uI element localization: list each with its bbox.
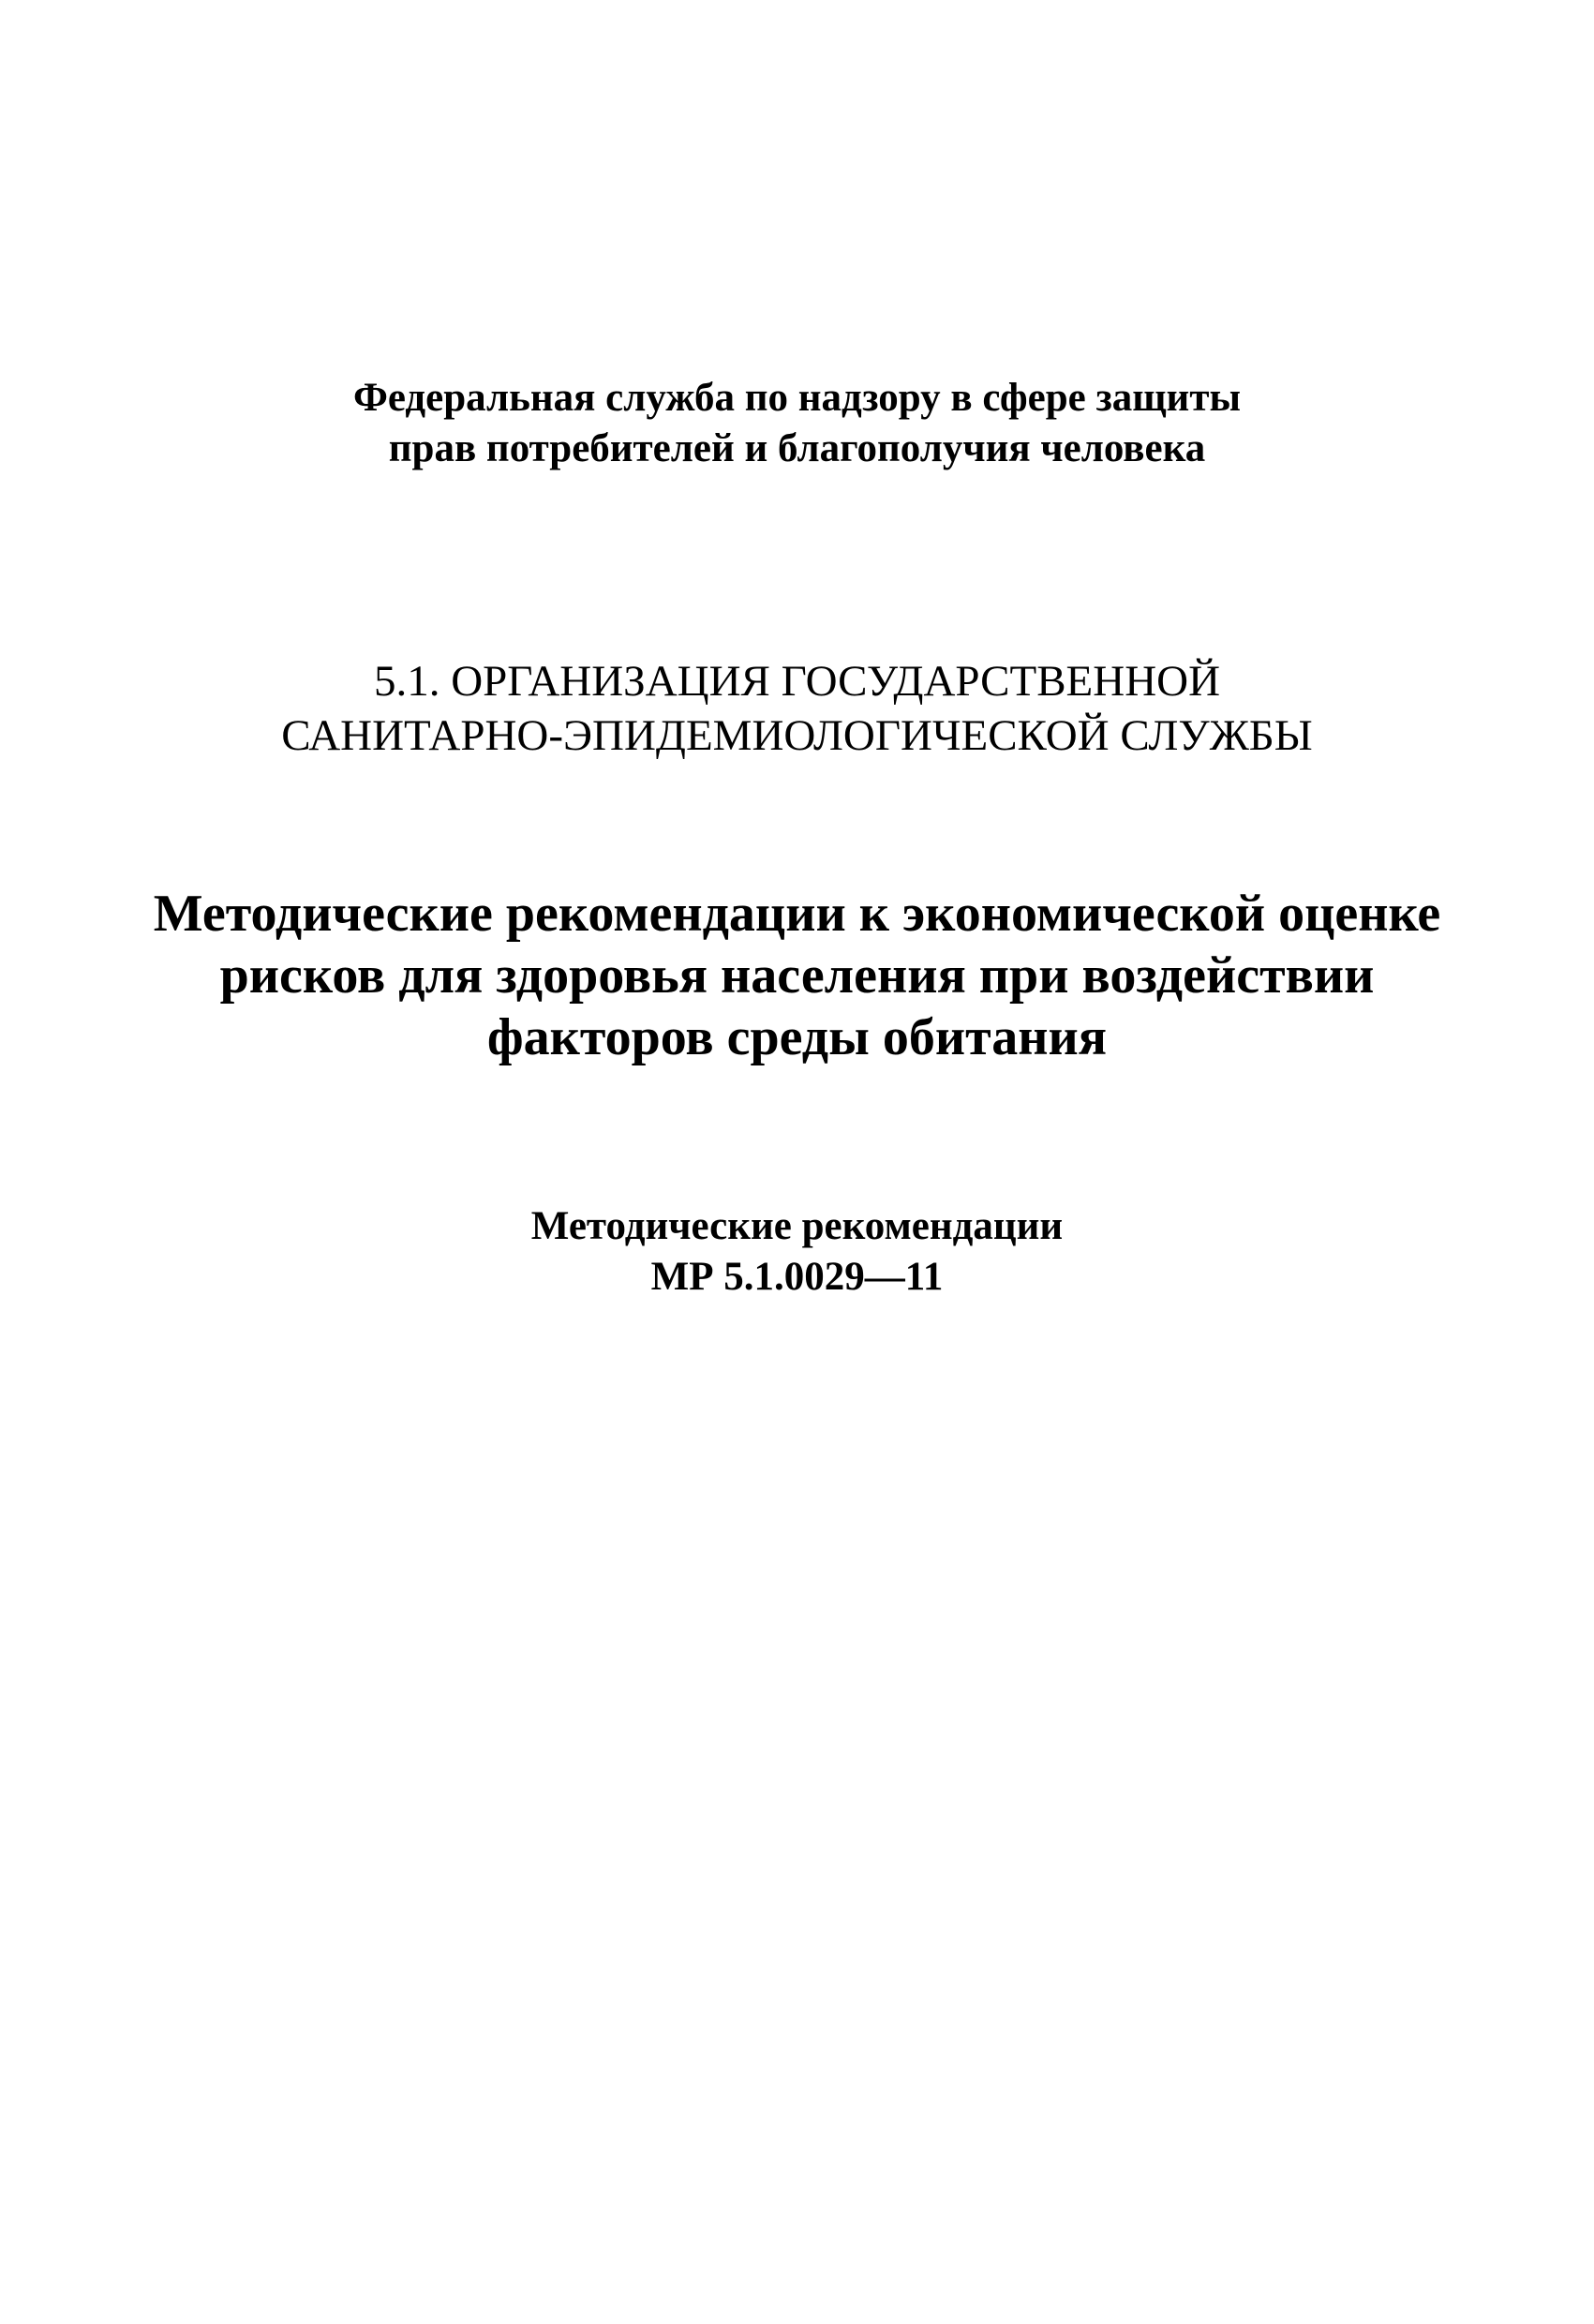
document-title-line-1: Методические рекомендации к экономической оценке [153, 885, 1441, 943]
section-heading [0, 654, 1594, 763]
agency-name-line-2: прав потребителей и благополучия человека [388, 426, 1206, 470]
document-designation [0, 1201, 1594, 1303]
document-title-line-2: рисков для здоровья населения при воздействии [219, 946, 1375, 1005]
document-title [0, 883, 1594, 1068]
document-title-line-3: факторов среды обитания [486, 1008, 1108, 1066]
document-code: МР 5.1.0029—11 [650, 1255, 944, 1299]
section-heading-line-1: 5.1. ОРГАНИЗАЦИЯ ГОСУДАРСТВЕННОЙ [373, 657, 1221, 706]
document-type: Методические рекомендации [530, 1204, 1064, 1248]
agency-name [0, 373, 1594, 474]
section-heading-line-2: САНИТАРНО-ЭПИДЕМИОЛОГИЧЕСКОЙ СЛУЖБЫ [281, 711, 1313, 760]
agency-name-line-1: Федеральная служба по надзору в сфере защиты [352, 376, 1242, 420]
